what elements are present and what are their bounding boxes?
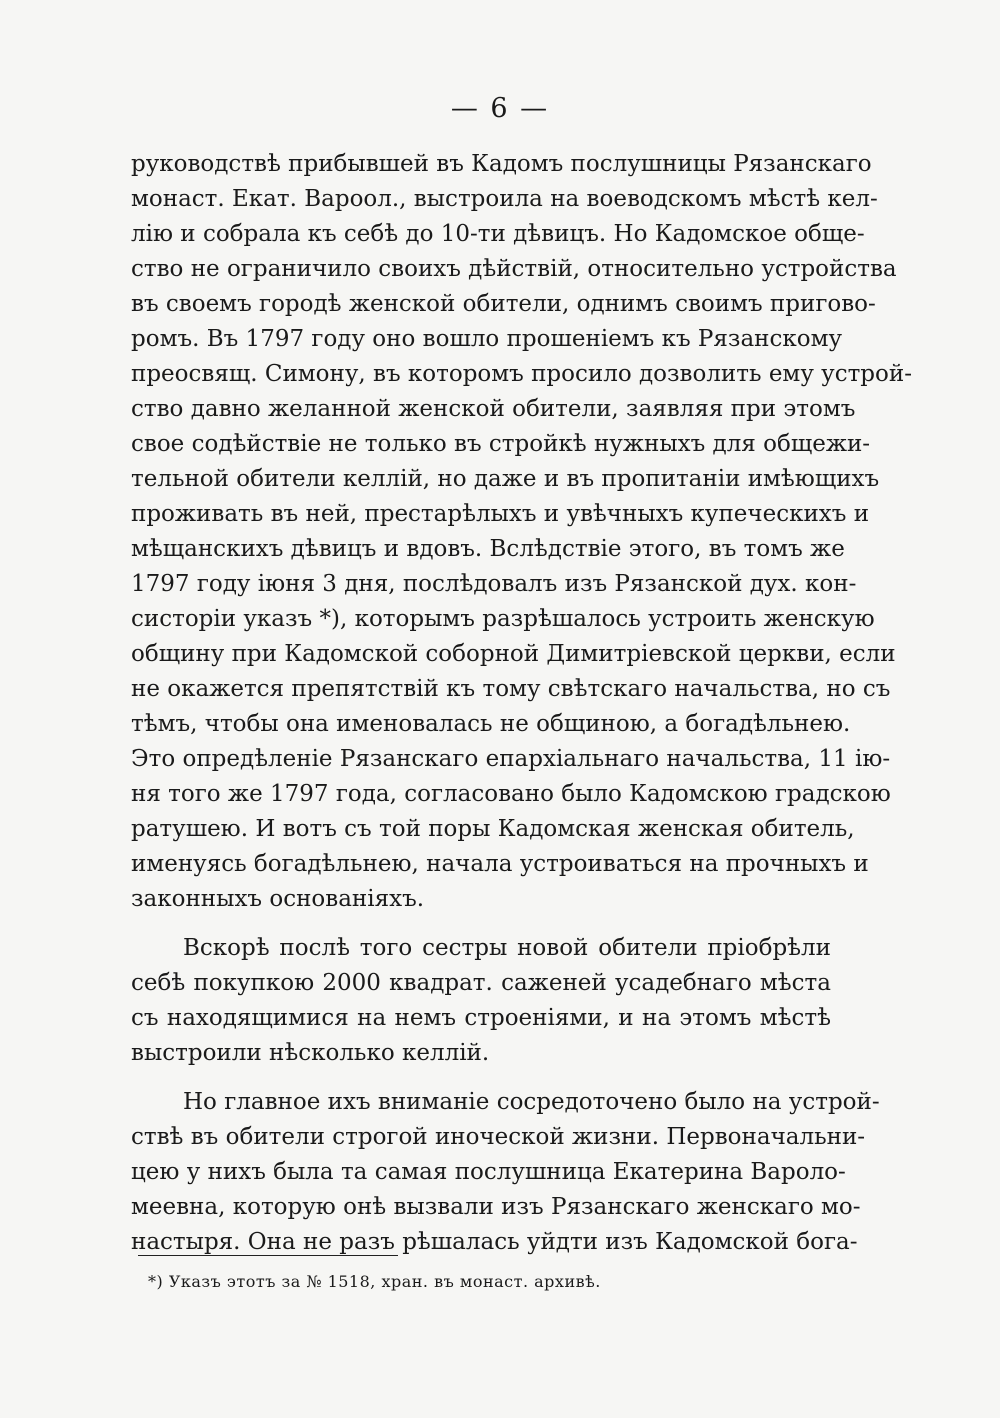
paragraph — [131, 931, 831, 1071]
text-line: тельной обители келлій, но даже и въ пропитаніи имѣющихъ — [131, 466, 880, 492]
footnote: *) Указъ этотъ за № 1518, хран. въ монаст. архивѣ. — [148, 1272, 601, 1291]
text-line: 1797 году іюня 3 дня, послѣдовалъ изъ Рязанской дух. кон- — [131, 571, 857, 597]
text-line: тѣмъ, чтобы она именовалась не общиною, а богадѣльнею. — [131, 711, 851, 737]
text-line: Вскорѣ послѣ того сестры новой обители пріобрѣли — [183, 935, 831, 961]
text-line: меевна, которую онѣ вызвали изъ Рязанскаго женскаго мо- — [131, 1194, 861, 1220]
text-line: ство не ограничило своихъ дѣйствій, относительно устройства — [131, 256, 897, 282]
paragraph-gap — [131, 917, 831, 931]
text-line: Но главное ихъ вниманіе сосредоточено было на устрой- — [183, 1089, 880, 1115]
page-number: — 6 — — [450, 93, 550, 124]
paragraph-gap — [131, 1071, 831, 1085]
paragraph — [131, 1085, 880, 1260]
text-line: преосвящ. Симону, въ которомъ просило дозволить ему устрой- — [131, 361, 912, 387]
text-line: выстроили нѣсколько келлій. — [131, 1040, 490, 1066]
text-line: ствѣ въ обители строгой иноческой жизни. Первоначальни- — [131, 1124, 866, 1150]
text-line: ромъ. Въ 1797 году оно вошло прошеніемъ къ Рязанскому — [131, 326, 843, 352]
text-line: съ находящимися на немъ строеніями, и на этомъ мѣстѣ — [131, 1005, 831, 1031]
text-line: мѣщанскихъ дѣвицъ и вдовъ. Вслѣдствіе этого, въ томъ же — [131, 536, 845, 562]
body-text — [131, 147, 912, 1260]
footnote-rule — [138, 1255, 398, 1256]
text-line: законныхъ основаніяхъ. — [131, 886, 425, 912]
text-line: ня того же 1797 года, согласовано было Кадомскою градскою — [131, 781, 891, 807]
text-line: систоріи указъ *), которымъ разрѣшалось устроить женскую — [131, 606, 875, 632]
text-line: общину при Кадомской соборной Димитріевской церкви, если — [131, 641, 896, 667]
text-line: цею у нихъ была та самая послушница Екатерина Вароло- — [131, 1159, 846, 1185]
text-line: ратушею. И вотъ съ той поры Кадомская женская обитель, — [131, 816, 855, 842]
text-line: въ своемъ городѣ женской обители, однимъ своимъ пригово- — [131, 291, 876, 317]
text-line: ство давно желанной женской обители, заявляя при этомъ — [131, 396, 856, 422]
text-line: руководствѣ прибывшей въ Кадомъ послушницы Рязанскаго — [131, 151, 872, 177]
paragraph — [131, 147, 912, 917]
text-line: проживать въ ней, престарѣлыхъ и увѣчныхъ купеческихъ и — [131, 501, 870, 527]
text-line: именуясь богадѣльнею, начала устроиваться на прочныхъ и — [131, 851, 869, 877]
text-line: лію и собрала къ себѣ до 10-ти дѣвицъ. Но Кадомское обще- — [131, 221, 865, 247]
text-line: Это опредѣленіе Рязанскаго епархіальнаго начальства, 11 ію- — [131, 746, 891, 772]
text-line: свое содѣйствіе не только въ стройкѣ нужныхъ для общежи- — [131, 431, 871, 457]
text-line: монаст. Екат. Вароол., выстроила на воеводскомъ мѣстѣ кел- — [131, 186, 878, 212]
text-line: не окажется препятствій къ тому свѣтскаго начальства, но съ — [131, 676, 891, 702]
text-line: настыря. Она не разъ рѣшалась уйдти изъ Кадомской бога- — [131, 1229, 858, 1255]
text-line: себѣ покупкою 2000 квадрат. саженей усадебнаго мѣста — [131, 970, 831, 996]
